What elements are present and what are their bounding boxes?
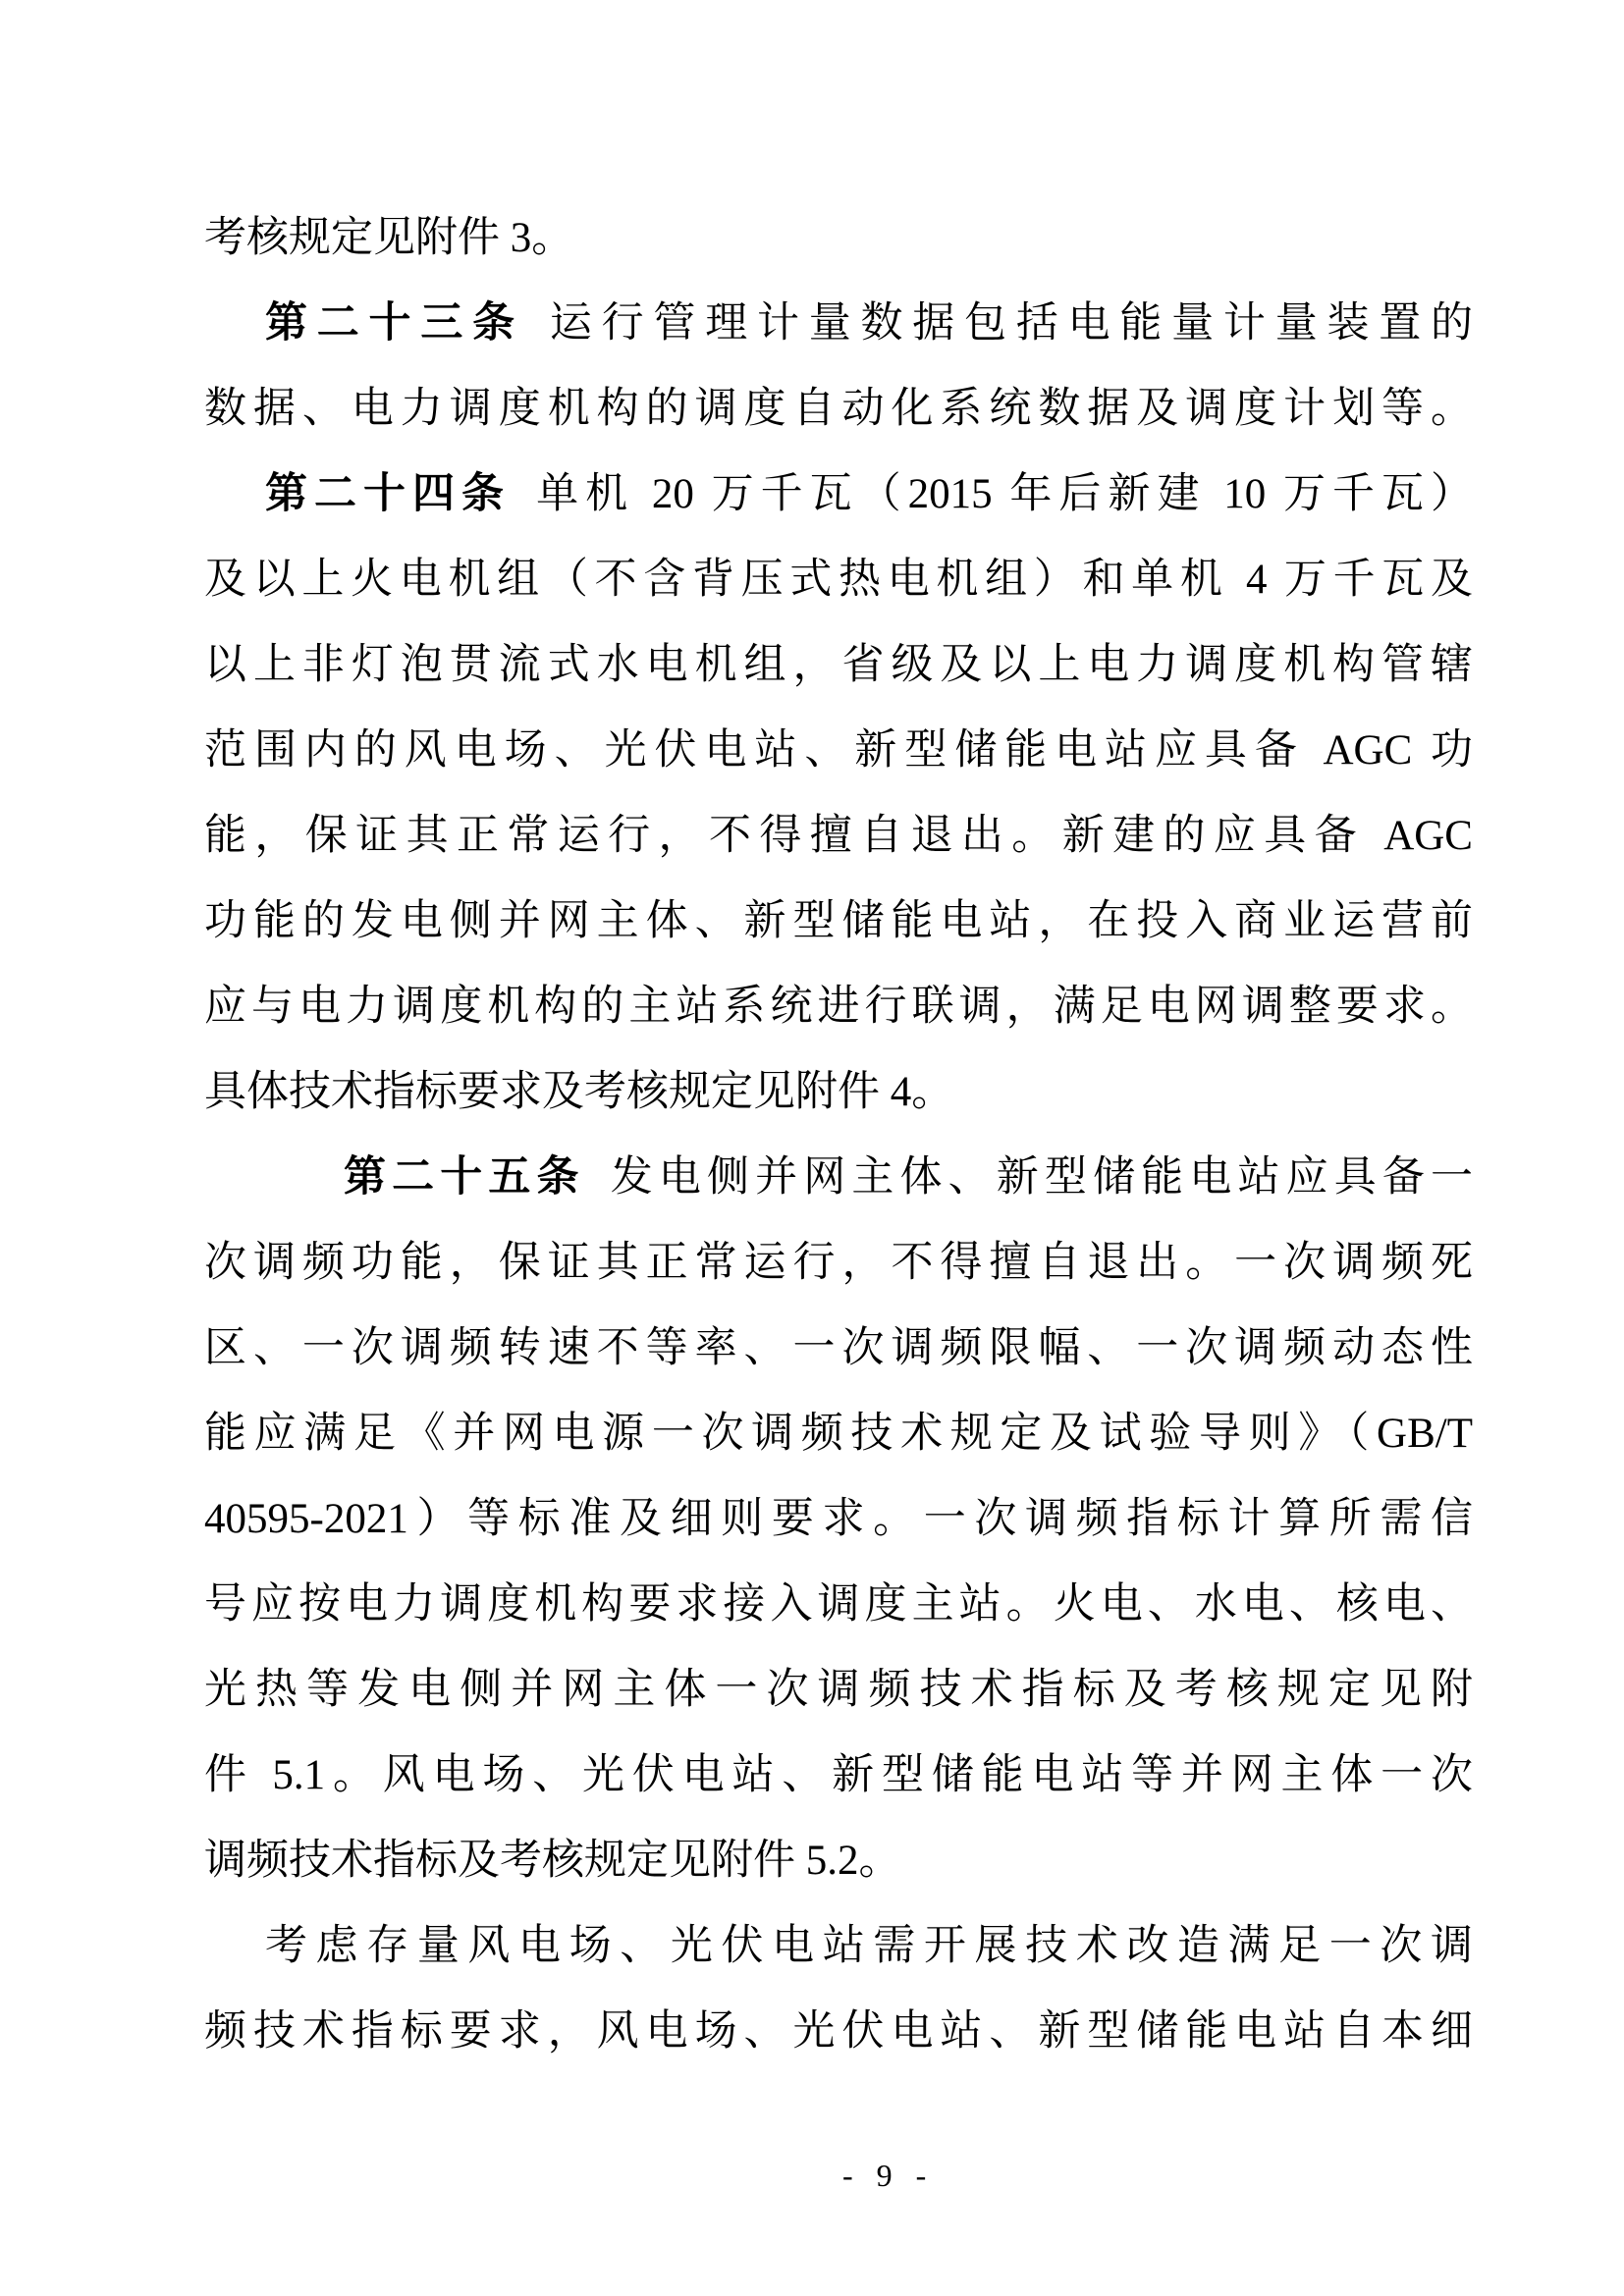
text-line bbox=[204, 1220, 1473, 1306]
text-line bbox=[204, 793, 1473, 879]
text-line bbox=[204, 1562, 1473, 1647]
text-line bbox=[204, 1989, 1473, 2074]
line-text: 发电侧并网主体、新型储能电站应具备一 bbox=[610, 1154, 1474, 1201]
line-text: 及以上火电机组（不含背压式热电机组）和单机 4 万千瓦及 bbox=[204, 557, 1473, 603]
line-text: 次调频功能，保证其正常运行，不得擅自退出。一次调频死 bbox=[204, 1240, 1473, 1286]
text-line bbox=[204, 281, 1473, 366]
line-text: 调频技术指标及考核规定见附件 5.2。 bbox=[204, 1838, 901, 1884]
line-text: 数据、电力调度机构的调度自动化系统数据及调度计划等。 bbox=[204, 386, 1473, 432]
text-line bbox=[204, 1818, 1473, 1903]
line-text: 具体技术指标要求及考核规定见附件 4。 bbox=[204, 1069, 954, 1115]
line-text: 能应满足《并网电源一次调频技术规定及试验导则》（GB/T bbox=[204, 1411, 1473, 1457]
text-line bbox=[204, 1476, 1473, 1562]
line-text: 光热等发电侧并网主体一次调频技术指标及考核规定见附 bbox=[204, 1667, 1473, 1713]
line-text: 运行管理计量数据包括电能量计量装置的 bbox=[549, 300, 1474, 347]
text-line bbox=[204, 879, 1473, 964]
text-line bbox=[204, 1306, 1473, 1391]
line-text: 以上非灯泡贯流式水电机组，省级及以上电力调度机构管辖 bbox=[204, 642, 1473, 688]
line-text: 单机 20 万千瓦（2015 年后新建 10 万千瓦） bbox=[536, 471, 1474, 517]
text-line bbox=[204, 1135, 1473, 1220]
text-line bbox=[204, 452, 1473, 537]
text-line bbox=[204, 964, 1473, 1049]
text-line bbox=[204, 366, 1473, 452]
line-text: 范围内的风电场、光伏电站、新型储能电站应具备 AGC 功 bbox=[204, 727, 1473, 774]
line-text: 考虑存量风电场、光伏电站需开展技术改造满足一次调 bbox=[265, 1923, 1473, 1969]
text-line bbox=[204, 622, 1473, 708]
text-line bbox=[204, 1049, 1473, 1135]
line-text: 40595-2021）等标准及细则要求。一次调频指标计算所需信 bbox=[204, 1496, 1473, 1542]
text-line bbox=[204, 1391, 1473, 1476]
text-line bbox=[204, 1647, 1473, 1733]
text-line bbox=[204, 1903, 1473, 1989]
article-number: 第二十三条 bbox=[265, 300, 524, 347]
line-text: 能，保证其正常运行，不得擅自退出。新建的应具备 AGC bbox=[204, 813, 1473, 859]
page-number: - 9 - bbox=[842, 2158, 935, 2193]
line-text: 件 5.1。风电场、光伏电站、新型储能电站等并网主体一次 bbox=[204, 1752, 1473, 1798]
line-text: 频技术指标要求，风电场、光伏电站、新型储能电站自本细 bbox=[204, 2008, 1473, 2055]
text-line bbox=[204, 195, 1473, 281]
article-number: 第二十四条 bbox=[265, 471, 512, 517]
line-text: 功能的发电侧并网主体、新型储能电站，在投入商业运营前 bbox=[204, 898, 1473, 944]
line-text: 区、一次调频转速不等率、一次调频限幅、一次调频动态性 bbox=[204, 1325, 1473, 1371]
line-text: 号应按电力调度机构要求接入调度主站。火电、水电、核电、 bbox=[204, 1581, 1473, 1628]
article-number: 第二十五条 bbox=[344, 1154, 585, 1201]
line-text: 应与电力调度机构的主站系统进行联调，满足电网调整要求。 bbox=[204, 984, 1473, 1030]
text-line bbox=[204, 1733, 1473, 1818]
document-text-block bbox=[204, 195, 1473, 2074]
line-text: 考核规定见附件 3。 bbox=[204, 215, 574, 261]
text-line bbox=[204, 537, 1473, 622]
text-line bbox=[204, 708, 1473, 793]
